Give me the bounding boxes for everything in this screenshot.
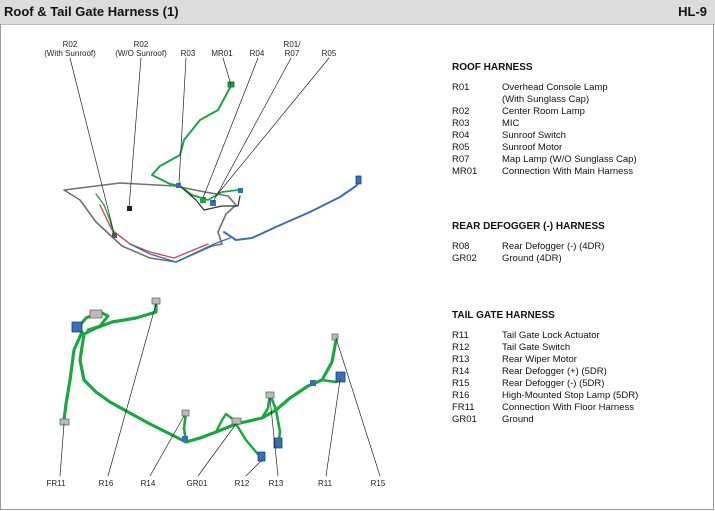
gr01-connector (232, 418, 241, 424)
legend-row (452, 142, 637, 154)
legend-desc: Connection With Floor Harness (502, 402, 634, 413)
legend-desc: Rear Defogger (+) (5DR) (502, 366, 607, 377)
label-mr01: MR01 (211, 49, 233, 58)
legend-desc (502, 82, 637, 106)
label-r01: R01/ (283, 40, 301, 49)
legend-row (452, 378, 638, 390)
label-r16: R16 (98, 479, 114, 488)
legend-row (452, 253, 604, 265)
r02-sunroof-connector (112, 233, 117, 238)
label-r12: R12 (234, 479, 250, 488)
legend-code: R07 (452, 154, 470, 165)
label-r05: R05 (321, 49, 337, 58)
roof-harness-table (452, 82, 637, 178)
tail-gate-title: TAIL GATE HARNESS (452, 310, 555, 321)
legend-desc: Tail Gate Lock Actuator (502, 330, 600, 341)
roof-green-wire (152, 84, 232, 186)
label-r02-wo-sunroof: R02 (133, 40, 149, 49)
legend-desc: Rear Defogger (-) (5DR) (502, 378, 605, 389)
legend-code: R03 (452, 118, 470, 129)
legend-row (452, 154, 637, 166)
legend-desc: MIC (502, 118, 520, 129)
legend-code: MR01 (452, 166, 478, 177)
r16-connector (152, 298, 160, 304)
roof-blue-wire (224, 180, 360, 240)
label-r02-sunroof-sub: (With Sunroof) (44, 49, 96, 58)
legend-row (452, 366, 638, 378)
tail-clip-connector (72, 322, 82, 332)
legend-desc: High-Mounted Stop Lamp (5DR) (502, 390, 639, 401)
legend-code: GR01 (452, 414, 477, 425)
legend-code: R16 (452, 390, 470, 401)
label-r04: R04 (249, 49, 265, 58)
tail-green-fr11 (64, 332, 82, 420)
r13-upper-connector (266, 392, 274, 398)
tail-gate-harness-drawing (47, 298, 386, 488)
legend-desc: Sunroof Motor (502, 142, 563, 153)
rear-defogger-legend (452, 221, 605, 265)
r03-connector (176, 183, 181, 188)
roof-grey-wire (64, 183, 236, 262)
legend-desc: Map Lamp (W/O Sunglass Cap) (502, 154, 637, 165)
legend-row (452, 82, 637, 106)
legend-desc: Connection With Main Harness (502, 166, 633, 177)
tail-gate-table (452, 330, 638, 426)
legend-row (452, 166, 637, 178)
r02-wo-sunroof-connector (127, 206, 132, 211)
roof-harness-legend (452, 62, 637, 178)
legend-row (452, 330, 638, 342)
legend-code: R13 (452, 354, 470, 365)
legend-code: FR11 (452, 402, 475, 413)
tail-loop-connector (90, 310, 102, 318)
label-r07: R07 (284, 49, 300, 58)
label-fr11: FR11 (46, 479, 66, 488)
legend-code: R05 (452, 142, 470, 153)
legend-desc: Rear Wiper Motor (502, 354, 577, 365)
legend-code: R02 (452, 106, 470, 117)
fr11-connector (60, 419, 69, 425)
label-r11: R11 (317, 479, 333, 488)
label-r13: R13 (268, 479, 284, 488)
legend-row (452, 342, 638, 354)
legend-desc-text: Overhead Console Lamp (502, 82, 608, 93)
label-r03: R03 (180, 49, 196, 58)
label-r02-wo-sunroof-sub: (W/O Sunroof) (115, 49, 167, 58)
legend-row (452, 118, 637, 130)
legend-row (452, 414, 638, 426)
rear-defogger-table (452, 241, 604, 265)
label-r14: R14 (140, 479, 156, 488)
tail-leader-lines (60, 304, 380, 476)
legend-row (452, 390, 638, 402)
legend-desc: Sunroof Switch (502, 130, 566, 141)
tail-clip-1 (182, 436, 188, 442)
tail-clip-2 (310, 380, 316, 386)
roof-red-wire (100, 205, 208, 258)
legend-desc: Tail Gate Switch (502, 342, 571, 353)
r12-connector (258, 452, 265, 461)
label-r02-sunroof: R02 (62, 40, 78, 49)
tail-gate-legend (452, 310, 638, 426)
legend-code: R15 (452, 378, 470, 389)
roof-harness-title: ROOF HARNESS (452, 62, 533, 73)
legend-code: R11 (452, 330, 469, 341)
r14-connector (182, 410, 189, 416)
r05-connector (356, 176, 361, 184)
tail-green-main (80, 300, 336, 442)
legend-desc: Center Room Lamp (502, 106, 585, 117)
r15-connector (332, 334, 338, 340)
legend-row (452, 130, 637, 142)
label-r15: R15 (370, 479, 386, 488)
legend-code: R12 (452, 342, 470, 353)
rear-defogger-title: REAR DEFOGGER (-) HARNESS (452, 221, 605, 232)
r11-connector (336, 372, 345, 382)
roof-harness-drawing (44, 40, 361, 262)
legend-desc: Rear Defogger (-) (4DR) (502, 241, 605, 252)
r01-r07-connector (210, 200, 216, 206)
legend-row (452, 402, 638, 414)
legend-code: R08 (452, 241, 470, 252)
legend-row (452, 241, 604, 253)
legend-desc: Ground (502, 414, 534, 425)
label-gr01: GR01 (186, 479, 208, 488)
roof-side-connector (238, 188, 243, 193)
page-title: Roof & Tail Gate Harness (1) (4, 4, 179, 19)
roof-leader-lines (70, 58, 329, 233)
legend-code: GR02 (452, 253, 477, 264)
legend-code: R14 (452, 366, 470, 377)
legend-row (452, 106, 637, 118)
legend-desc-sub: (With Sunglass Cap) (502, 94, 590, 105)
legend-desc: Ground (4DR) (502, 253, 562, 264)
legend-row (452, 354, 638, 366)
legend-code: R04 (452, 130, 470, 141)
legend-code: R01 (452, 82, 470, 93)
page-code: HL-9 (678, 4, 707, 19)
